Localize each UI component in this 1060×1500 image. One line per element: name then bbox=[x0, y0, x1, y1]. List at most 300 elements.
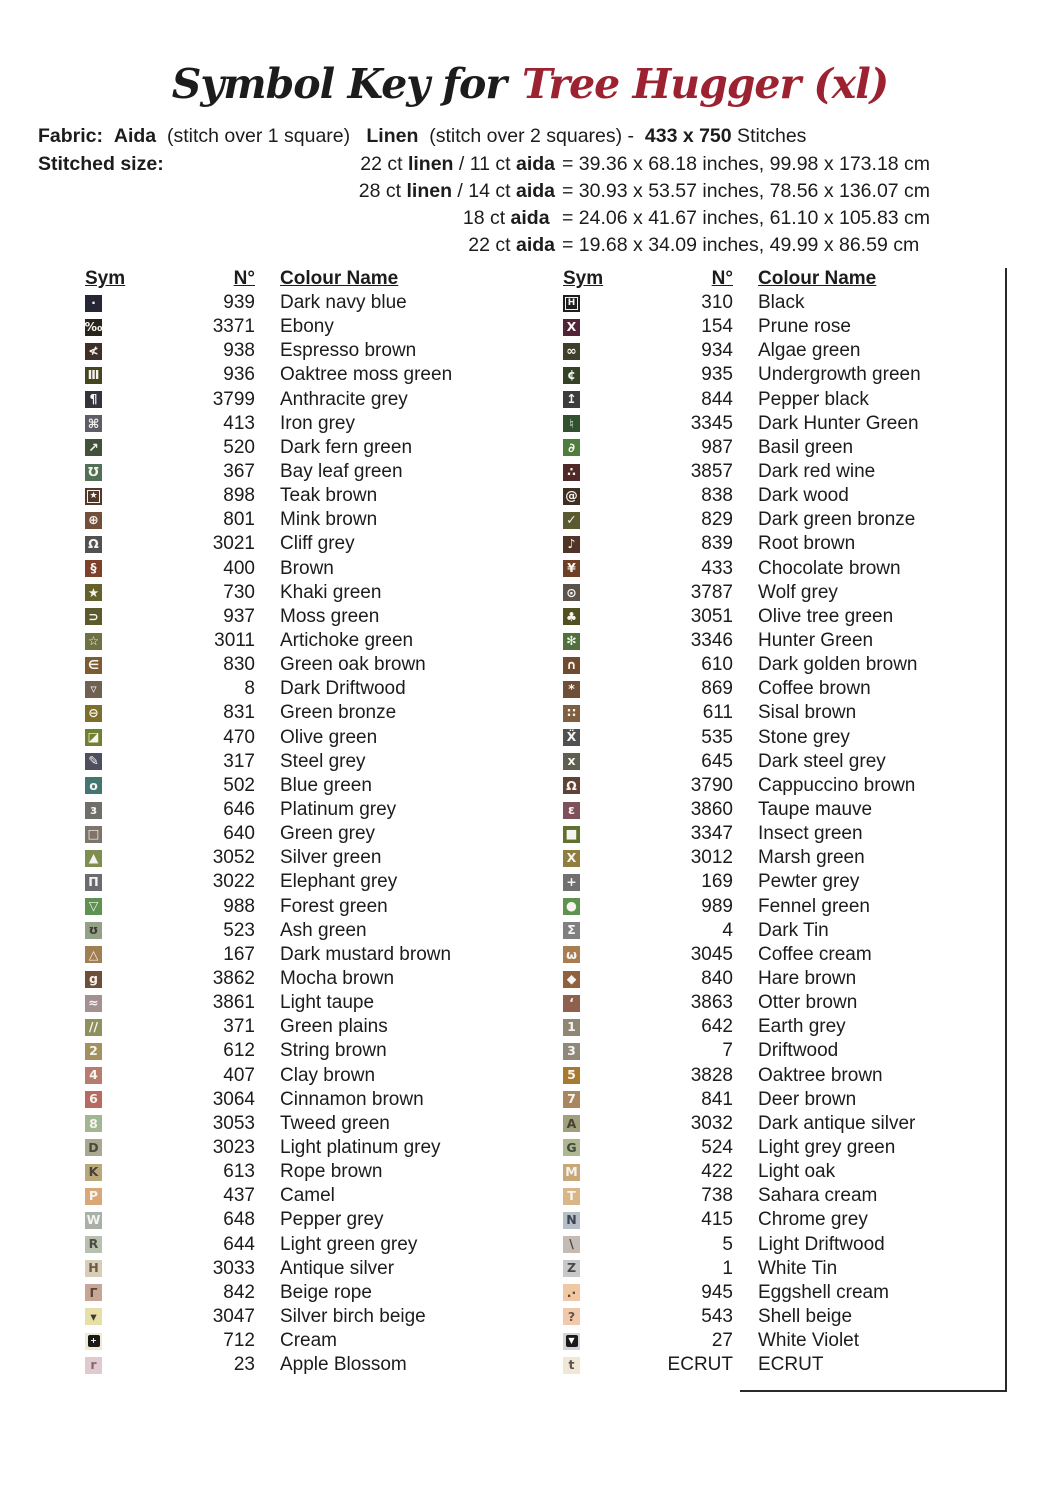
fabric-info bbox=[38, 123, 1060, 259]
table-row bbox=[85, 1136, 555, 1160]
color-name: Beige rope bbox=[280, 1281, 372, 1303]
symbol-swatch: ♣ bbox=[563, 608, 580, 625]
symbol-swatch: Γ bbox=[85, 1284, 102, 1301]
color-number: 3371 bbox=[212, 316, 255, 338]
symbol-swatch: ¶ bbox=[85, 391, 102, 408]
color-name: Brown bbox=[280, 557, 334, 579]
table-row bbox=[563, 1208, 1033, 1232]
text-segment bbox=[550, 207, 555, 229]
table-row bbox=[85, 726, 555, 750]
table-row bbox=[563, 1088, 1033, 1112]
symbol-swatch: ■ bbox=[563, 826, 580, 843]
symbol-swatch: ∞ bbox=[563, 343, 580, 360]
color-number: 3860 bbox=[690, 799, 733, 821]
color-name: Dark wood bbox=[758, 485, 849, 507]
color-name: Oaktree moss green bbox=[280, 364, 453, 386]
color-number: 4 bbox=[722, 919, 733, 941]
table-row bbox=[85, 1112, 555, 1136]
table-header bbox=[85, 268, 555, 291]
page-title bbox=[0, 0, 1060, 107]
symbol-swatch: ▼ bbox=[563, 1333, 580, 1350]
symbol-swatch: N bbox=[563, 1212, 580, 1229]
color-number: 829 bbox=[701, 509, 733, 531]
symbol-swatch: G bbox=[563, 1139, 580, 1156]
table-row bbox=[85, 677, 555, 701]
table-row bbox=[563, 943, 1033, 967]
stitched-size-block bbox=[38, 151, 1060, 259]
header-colour-name: Colour Name bbox=[758, 268, 877, 289]
color-number: 543 bbox=[701, 1305, 733, 1327]
text-segment: aida bbox=[510, 207, 550, 230]
key-rows-right bbox=[563, 291, 1033, 1377]
text-segment: 28 ct bbox=[358, 180, 407, 203]
color-number: 3045 bbox=[690, 943, 733, 965]
color-name: Chrome grey bbox=[758, 1209, 868, 1231]
color-number: 801 bbox=[223, 509, 255, 531]
table-row bbox=[563, 1281, 1033, 1305]
table-row bbox=[563, 798, 1033, 822]
table-row bbox=[563, 870, 1033, 894]
table-row bbox=[85, 919, 555, 943]
color-number: 988 bbox=[223, 895, 255, 917]
color-name: Pepper black bbox=[758, 388, 869, 410]
color-number: 646 bbox=[223, 799, 255, 821]
color-number: 613 bbox=[223, 1161, 255, 1183]
stitched-size-value: = 24.06 x 41.67 inches, 61.10 x 105.83 cm bbox=[562, 207, 931, 230]
table-row bbox=[563, 726, 1033, 750]
color-name: Undergrowth green bbox=[758, 364, 921, 386]
symbol-swatch: · bbox=[85, 295, 102, 312]
color-name: Algae green bbox=[758, 340, 861, 362]
symbol-swatch: ✎ bbox=[85, 753, 102, 770]
symbol-swatch: ▿ bbox=[85, 681, 102, 698]
color-name: Pepper grey bbox=[280, 1209, 384, 1231]
text-segment: Fabric: bbox=[38, 125, 104, 148]
stitched-size-line bbox=[38, 205, 1060, 232]
color-number: 3012 bbox=[690, 847, 733, 869]
table-row bbox=[563, 967, 1033, 991]
color-number: 612 bbox=[223, 1040, 255, 1062]
table-row bbox=[85, 1305, 555, 1329]
title-prefix: Symbol Key for bbox=[171, 60, 506, 108]
table-row bbox=[563, 653, 1033, 677]
table-row bbox=[85, 1064, 555, 1088]
color-name: Green oak brown bbox=[280, 654, 426, 676]
color-number: 730 bbox=[223, 581, 255, 603]
symbol-key-table-right bbox=[563, 268, 1033, 1377]
header-number: N° bbox=[233, 268, 255, 289]
table-row bbox=[563, 436, 1033, 460]
color-number: 648 bbox=[223, 1209, 255, 1231]
symbol-swatch: r bbox=[85, 1357, 102, 1374]
color-name: Hare brown bbox=[758, 968, 857, 989]
color-name: Dark green bronze bbox=[758, 509, 916, 531]
color-name: Green plains bbox=[280, 1016, 388, 1038]
header-sym: Sym bbox=[563, 268, 604, 289]
color-name: Driftwood bbox=[758, 1040, 839, 1062]
symbol-swatch: ? bbox=[563, 1308, 580, 1325]
symbol-swatch: △ bbox=[85, 946, 102, 963]
color-number: 640 bbox=[223, 823, 255, 845]
color-name: ECRUT bbox=[758, 1354, 824, 1376]
color-number: 3828 bbox=[690, 1064, 733, 1086]
table-row bbox=[85, 1257, 555, 1281]
color-name: Cappuccino brown bbox=[758, 774, 916, 796]
color-number: 939 bbox=[223, 292, 255, 314]
symbol-swatch: ¢ bbox=[563, 367, 580, 384]
symbol-swatch: ✓ bbox=[563, 512, 580, 529]
color-name: Dark golden brown bbox=[758, 654, 918, 676]
color-name: Antique silver bbox=[280, 1257, 395, 1279]
table-row bbox=[563, 629, 1033, 653]
color-name: Silver green bbox=[280, 847, 382, 869]
symbol-swatch: ⊖ bbox=[85, 705, 102, 722]
symbol-swatch: ⊙ bbox=[563, 584, 580, 601]
table-row bbox=[563, 750, 1033, 774]
text-segment: Stitches bbox=[731, 125, 807, 148]
symbol-swatch: ɜ bbox=[85, 802, 102, 819]
symbol-swatch: ☆ bbox=[85, 633, 102, 650]
table-row bbox=[563, 1257, 1033, 1281]
symbol-swatch: ∈ bbox=[85, 657, 102, 674]
table-row bbox=[563, 1160, 1033, 1184]
color-number: 415 bbox=[701, 1209, 733, 1231]
table-row bbox=[85, 1184, 555, 1208]
table-row bbox=[563, 846, 1033, 870]
color-number: 535 bbox=[701, 726, 733, 748]
color-name: Dark antique silver bbox=[758, 1112, 916, 1134]
symbol-swatch: Z bbox=[563, 1260, 580, 1277]
color-number: 470 bbox=[223, 726, 255, 748]
text-segment: 18 ct bbox=[462, 207, 511, 230]
color-name: Chocolate brown bbox=[758, 557, 901, 579]
symbol-swatch: ↗ bbox=[85, 439, 102, 456]
color-name: Dark red wine bbox=[758, 461, 876, 483]
table-row bbox=[85, 532, 555, 556]
color-number: 3790 bbox=[690, 774, 733, 796]
color-name: Dark steel grey bbox=[758, 750, 886, 772]
color-name: Insect green bbox=[758, 823, 863, 845]
table-row bbox=[85, 1208, 555, 1232]
symbol-swatch: Χ bbox=[563, 850, 580, 867]
color-number: 310 bbox=[701, 292, 733, 314]
symbol-swatch: A bbox=[563, 1115, 580, 1132]
color-name: Coffee cream bbox=[758, 943, 872, 965]
color-name: Earth grey bbox=[758, 1016, 846, 1038]
text-segment: / 14 ct bbox=[452, 180, 516, 203]
color-name: Dark Tin bbox=[758, 919, 829, 941]
color-name: String brown bbox=[280, 1040, 387, 1062]
color-name: Olive tree green bbox=[758, 605, 894, 627]
color-name: Dark fern green bbox=[280, 436, 413, 458]
symbol-swatch: ∷ bbox=[563, 705, 580, 722]
color-number: 935 bbox=[701, 364, 733, 386]
table-row bbox=[85, 484, 555, 508]
stitched-size-value: = 19.68 x 34.09 inches, 49.99 x 86.59 cm bbox=[562, 234, 920, 257]
color-number: 23 bbox=[233, 1354, 255, 1376]
symbol-swatch: Σ bbox=[563, 922, 580, 939]
color-name: Apple Blossom bbox=[280, 1354, 407, 1376]
stitched-size-value: = 39.36 x 68.18 inches, 99.98 x 173.18 cm bbox=[562, 153, 931, 176]
symbol-swatch: ≈ bbox=[85, 995, 102, 1012]
symbol-swatch: ω bbox=[563, 946, 580, 963]
color-number: 3047 bbox=[212, 1305, 255, 1327]
color-number: 611 bbox=[702, 702, 733, 724]
symbol-swatch: ◪ bbox=[85, 729, 102, 746]
color-name: Eggshell cream bbox=[758, 1281, 889, 1303]
symbol-swatch: Ẍ bbox=[563, 729, 580, 746]
table-row bbox=[85, 701, 555, 725]
color-number: 520 bbox=[223, 436, 255, 458]
color-name: Cliff grey bbox=[280, 533, 355, 555]
symbol-swatch: ≮ bbox=[85, 343, 102, 360]
color-number: 869 bbox=[701, 678, 733, 700]
color-name: Dark navy blue bbox=[280, 292, 407, 314]
table-header bbox=[563, 268, 1033, 291]
symbol-swatch: ‰ bbox=[84, 318, 103, 334]
color-name: Cinnamon brown bbox=[280, 1088, 424, 1110]
color-number: 3857 bbox=[690, 461, 733, 483]
table-row bbox=[563, 774, 1033, 798]
color-number: 3345 bbox=[690, 412, 733, 434]
stitched-size-line bbox=[38, 178, 1060, 205]
text-segment: 22 ct bbox=[468, 234, 516, 257]
symbol-swatch: // bbox=[85, 1019, 102, 1036]
color-name: Light Driftwood bbox=[758, 1233, 885, 1255]
color-name: Ash green bbox=[280, 919, 367, 941]
table-row bbox=[563, 291, 1033, 315]
color-number: 367 bbox=[223, 461, 255, 483]
text-segment: aida bbox=[515, 153, 555, 176]
symbol-swatch: ◆ bbox=[563, 971, 580, 988]
symbol-swatch: + bbox=[563, 874, 580, 891]
color-number: 738 bbox=[701, 1185, 733, 1207]
table-row bbox=[85, 315, 555, 339]
table-right-border bbox=[1005, 268, 1007, 1392]
color-name: Prune rose bbox=[758, 316, 851, 338]
color-number: 844 bbox=[701, 388, 733, 410]
table-row bbox=[85, 1232, 555, 1256]
color-name: Oaktree brown bbox=[758, 1064, 883, 1086]
symbol-swatch: ★ bbox=[85, 488, 102, 505]
table-row bbox=[563, 315, 1033, 339]
table-row bbox=[563, 1039, 1033, 1063]
color-number: 830 bbox=[223, 654, 255, 676]
color-name: Light platinum grey bbox=[280, 1136, 441, 1158]
symbol-swatch: ⊕ bbox=[85, 512, 102, 529]
table-row bbox=[563, 484, 1033, 508]
color-name: Light oak bbox=[758, 1161, 836, 1183]
color-number: 831 bbox=[223, 702, 255, 724]
table-row bbox=[85, 412, 555, 436]
key-rows-left bbox=[85, 291, 555, 1377]
color-number: 937 bbox=[223, 605, 255, 627]
color-number: 934 bbox=[701, 340, 733, 362]
color-number: 169 bbox=[701, 871, 733, 893]
color-number: 3862 bbox=[212, 968, 255, 989]
color-name: Platinum grey bbox=[280, 799, 397, 821]
table-row bbox=[85, 605, 555, 629]
color-number: ECRUT bbox=[667, 1354, 733, 1376]
symbol-swatch: D bbox=[85, 1139, 102, 1156]
table-row bbox=[85, 460, 555, 484]
symbol-swatch: P bbox=[85, 1188, 102, 1205]
symbol-swatch: 4 bbox=[85, 1067, 102, 1084]
color-number: 413 bbox=[223, 412, 255, 434]
symbol-swatch: Ω bbox=[563, 777, 580, 794]
size-lines bbox=[38, 151, 1060, 259]
header-number: N° bbox=[711, 268, 733, 289]
color-name: White Tin bbox=[758, 1257, 838, 1279]
symbol-swatch: 6 bbox=[85, 1091, 102, 1108]
symbol-swatch: @ bbox=[563, 488, 580, 505]
symbol-swatch: ∴ bbox=[563, 464, 580, 481]
table-row bbox=[563, 1064, 1033, 1088]
symbol-swatch: ⌘ bbox=[85, 415, 102, 432]
color-name: Mocha brown bbox=[280, 968, 395, 989]
color-number: 167 bbox=[223, 943, 255, 965]
table-row bbox=[85, 1039, 555, 1063]
symbol-swatch: * bbox=[563, 681, 580, 698]
color-name: Stone grey bbox=[758, 726, 850, 748]
color-number: 989 bbox=[701, 895, 733, 917]
color-number: 938 bbox=[223, 340, 255, 362]
color-name: Espresso brown bbox=[280, 340, 417, 362]
color-name: White Violet bbox=[758, 1330, 860, 1352]
color-number: 610 bbox=[701, 654, 733, 676]
table-row bbox=[563, 412, 1033, 436]
stitched-size-line bbox=[38, 232, 1060, 259]
color-name: Silver birch beige bbox=[280, 1305, 426, 1327]
table-row bbox=[85, 1329, 555, 1353]
symbol-swatch: H bbox=[563, 295, 580, 312]
color-name: Taupe mauve bbox=[758, 799, 873, 821]
color-name: Clay brown bbox=[280, 1064, 376, 1086]
color-number: 407 bbox=[223, 1064, 255, 1086]
color-number: 3011 bbox=[214, 630, 255, 652]
color-name: Rope brown bbox=[280, 1161, 383, 1183]
color-name: Cream bbox=[280, 1330, 338, 1352]
symbol-swatch: ∂ bbox=[563, 439, 580, 456]
text-segment: Aida bbox=[113, 125, 157, 148]
table-row bbox=[563, 677, 1033, 701]
color-number: 400 bbox=[223, 557, 255, 579]
table-row bbox=[85, 991, 555, 1015]
color-name: Artichoke green bbox=[280, 630, 414, 652]
color-name: Wolf grey bbox=[758, 581, 838, 603]
color-name: Light green grey bbox=[280, 1233, 418, 1255]
stitched-size-label: Stitched size: bbox=[38, 153, 164, 176]
symbol-swatch: 1 bbox=[563, 1019, 580, 1036]
table-row bbox=[85, 1015, 555, 1039]
table-row bbox=[563, 701, 1033, 725]
color-number: 433 bbox=[701, 557, 733, 579]
color-name: Green grey bbox=[280, 823, 376, 845]
table-row bbox=[563, 1353, 1033, 1377]
symbol-swatch: Π bbox=[85, 874, 102, 891]
stitched-size-line bbox=[38, 151, 1060, 178]
color-name: Green bronze bbox=[280, 702, 397, 724]
color-name: Sisal brown bbox=[758, 702, 857, 724]
color-name: Elephant grey bbox=[280, 871, 398, 893]
symbol-swatch: ¥ bbox=[563, 560, 580, 577]
text-segment: linen bbox=[406, 180, 453, 203]
text-segment: 433 x 750 bbox=[644, 125, 732, 148]
symbol-swatch: ↥ bbox=[563, 391, 580, 408]
table-row bbox=[85, 967, 555, 991]
color-number: 840 bbox=[701, 968, 733, 989]
color-name: Olive green bbox=[280, 726, 378, 748]
color-number: 502 bbox=[223, 774, 255, 796]
symbol-swatch: ▲ bbox=[85, 850, 102, 867]
table-row bbox=[563, 1305, 1033, 1329]
color-name: Shell beige bbox=[758, 1305, 853, 1327]
header-colour-name: Colour Name bbox=[280, 268, 399, 289]
symbol-swatch: x bbox=[563, 753, 580, 770]
color-number: 645 bbox=[701, 750, 733, 772]
color-name: Coffee brown bbox=[758, 678, 871, 700]
symbol-swatch: + bbox=[85, 1333, 102, 1350]
color-number: 371 bbox=[223, 1016, 255, 1038]
color-number: 839 bbox=[701, 533, 733, 555]
symbol-swatch: Ω bbox=[85, 536, 102, 553]
symbol-swatch: M bbox=[563, 1164, 580, 1181]
color-number: 3861 bbox=[212, 992, 255, 1014]
symbol-swatch: ♮ bbox=[563, 415, 580, 432]
text-segment: aida bbox=[515, 234, 555, 257]
table-row bbox=[563, 1184, 1033, 1208]
color-name: Ebony bbox=[280, 316, 334, 338]
color-number: 712 bbox=[223, 1330, 255, 1352]
color-number: 987 bbox=[701, 436, 733, 458]
table-row bbox=[85, 774, 555, 798]
color-number: 524 bbox=[701, 1136, 733, 1158]
color-number: 5 bbox=[722, 1233, 733, 1255]
color-number: 3033 bbox=[212, 1257, 255, 1279]
color-name: Dark Hunter Green bbox=[758, 412, 919, 434]
color-number: 437 bbox=[223, 1185, 255, 1207]
header-sym: Sym bbox=[85, 268, 126, 289]
color-number: 3787 bbox=[690, 581, 733, 603]
table-row bbox=[563, 388, 1033, 412]
color-number: 3064 bbox=[212, 1088, 255, 1110]
symbol-key-table-left bbox=[85, 268, 555, 1377]
table-row bbox=[85, 363, 555, 387]
color-name: Moss green bbox=[280, 605, 380, 627]
color-number: 3021 bbox=[212, 533, 255, 555]
symbol-swatch: 7 bbox=[563, 1091, 580, 1108]
table-row bbox=[85, 870, 555, 894]
fabric-line bbox=[38, 123, 1060, 150]
text-segment: (stitch over 1 square) bbox=[156, 125, 367, 148]
symbol-swatch: ℧ bbox=[85, 464, 102, 481]
color-number: 154 bbox=[701, 316, 733, 338]
table-row bbox=[85, 291, 555, 315]
table-bottom-border bbox=[740, 1390, 1007, 1392]
color-number: 936 bbox=[223, 364, 255, 386]
color-name: Deer brown bbox=[758, 1088, 857, 1110]
color-name: Sahara cream bbox=[758, 1185, 878, 1207]
color-number: 3051 bbox=[690, 605, 733, 627]
symbol-swatch: t bbox=[563, 1357, 580, 1374]
color-number: 7 bbox=[722, 1040, 733, 1062]
color-number: 898 bbox=[223, 485, 255, 507]
color-number: 27 bbox=[711, 1330, 733, 1352]
text-segment: 22 ct bbox=[360, 153, 408, 176]
symbol-swatch: H bbox=[85, 1260, 102, 1277]
symbol-swatch: ▾ bbox=[85, 1308, 102, 1325]
table-row bbox=[85, 388, 555, 412]
